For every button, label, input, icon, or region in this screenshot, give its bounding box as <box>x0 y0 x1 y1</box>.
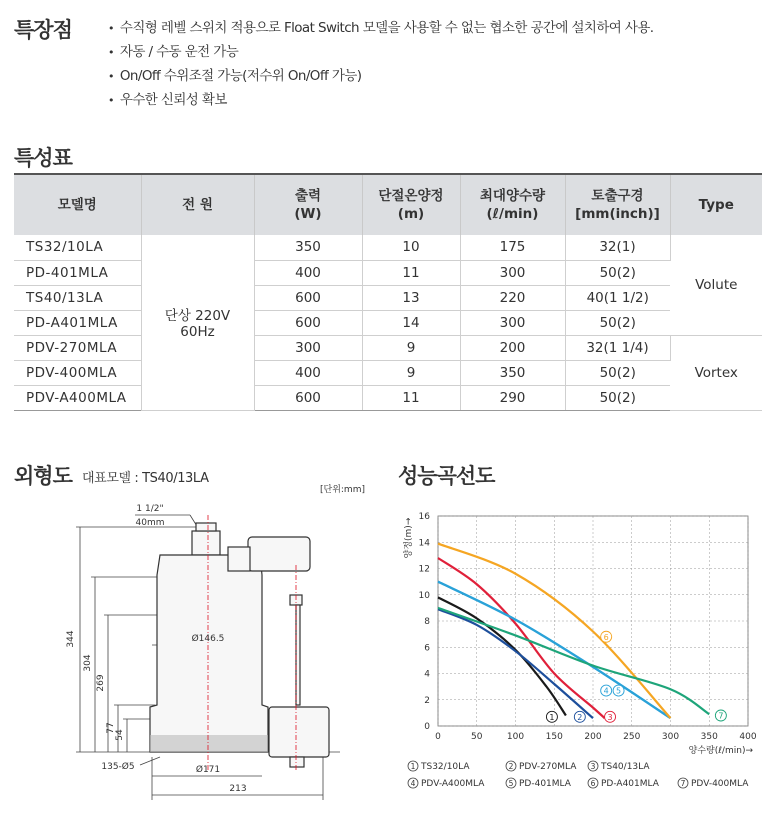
dim-height-269: 269 <box>96 674 106 692</box>
cell-head: 11 <box>362 260 460 285</box>
table-row <box>14 235 762 260</box>
feature-list <box>108 16 654 112</box>
legend-marker-number: 1 <box>410 762 416 771</box>
header-flow: 최대양수량 (ℓ/min) <box>460 174 565 235</box>
legend-marker-number: 4 <box>410 779 416 788</box>
cell-output: 600 <box>254 285 362 310</box>
table-row <box>14 385 762 410</box>
cell-model: PDV-270MLA <box>14 335 141 360</box>
header-type: Type <box>670 174 762 235</box>
x-tick-label: 250 <box>623 732 641 742</box>
y-tick-label: 2 <box>424 695 430 706</box>
cell-flow: 220 <box>460 285 565 310</box>
outline-title: 외형도 <box>14 464 72 488</box>
pump-drawing <box>0 495 380 805</box>
cell-bore: 50(2) <box>565 260 670 285</box>
y-tick-label: 12 <box>418 564 430 575</box>
dim-height-54: 54 <box>115 729 125 741</box>
cell-output: 400 <box>254 260 362 285</box>
x-tick-label: 300 <box>661 732 680 742</box>
series-line-7 <box>438 608 709 714</box>
x-tick-label: 150 <box>545 732 563 742</box>
cell-model: PD-401MLA <box>14 260 141 285</box>
legend-marker-number: 2 <box>508 762 514 771</box>
x-tick-label: 200 <box>584 732 602 742</box>
outline-unit: [단위:mm] <box>320 485 365 495</box>
y-tick-label: 14 <box>418 538 430 549</box>
cell-head: 9 <box>362 360 460 385</box>
cell-output: 300 <box>254 335 362 360</box>
series-marker-label: 6 <box>603 632 609 642</box>
chart-title: 성능곡선도 <box>398 464 495 488</box>
cell-head: 13 <box>362 285 460 310</box>
x-tick-label: 350 <box>700 732 718 742</box>
x-tick-label: 0 <box>435 732 441 742</box>
cell-bore: 50(2) <box>565 385 670 410</box>
legend-item: PD-A401MLA <box>601 779 659 789</box>
dim-height-344: 344 <box>66 630 76 648</box>
cell-bore: 32(1 1/4) <box>565 335 670 360</box>
dim-diameter-body: Ø146.5 <box>191 634 225 644</box>
cell-model: PDV-400MLA <box>14 360 141 385</box>
cell-model: PD-A401MLA <box>14 310 141 335</box>
series-marker-label: 7 <box>718 711 724 721</box>
cell-head: 14 <box>362 310 460 335</box>
cell-flow: 350 <box>460 360 565 385</box>
series-marker-label: 5 <box>616 686 622 696</box>
cell-bore: 40(1 1/2) <box>565 285 670 310</box>
legend-item: TS32/10LA <box>421 762 470 772</box>
cell-type-volute: Volute <box>670 235 762 335</box>
cell-power: 단상 220V 60Hz <box>141 235 254 410</box>
cell-output: 600 <box>254 385 362 410</box>
header-bore: 토출구경 [mm(inch)] <box>565 174 670 235</box>
dim-holes: 135-Ø5 <box>101 762 135 772</box>
cell-head: 9 <box>362 335 460 360</box>
spec-table <box>14 173 762 411</box>
cell-head: 10 <box>362 235 460 260</box>
header-power: 전 원 <box>141 174 254 235</box>
cell-output: 350 <box>254 235 362 260</box>
cell-output: 600 <box>254 310 362 335</box>
legend-marker-number: 6 <box>590 779 596 788</box>
header-model: 모델명 <box>14 174 141 235</box>
cell-output: 400 <box>254 360 362 385</box>
header-output: 출력 (W) <box>254 174 362 235</box>
table-row <box>14 360 762 385</box>
legend-item: PD-401MLA <box>519 779 571 789</box>
x-axis-label: 양수량(ℓ/min)→ <box>688 746 753 756</box>
dim-width: 213 <box>229 784 247 794</box>
cell-flow: 300 <box>460 260 565 285</box>
y-tick-label: 8 <box>424 617 430 627</box>
features-title: 특장점 <box>14 18 72 42</box>
cell-flow: 175 <box>460 235 565 260</box>
feature-item: • 우수한 신뢰성 확보 <box>108 88 654 112</box>
table-row <box>14 260 762 285</box>
y-axis-label: 양정(m)→ <box>404 517 414 559</box>
series-marker-label: 4 <box>603 686 609 696</box>
y-tick-label: 0 <box>424 722 430 732</box>
cell-flow: 290 <box>460 385 565 410</box>
legend-item: PDV-A400MLA <box>421 779 485 789</box>
cell-model: PDV-A400MLA <box>14 385 141 410</box>
legend-item: PDV-270MLA <box>519 762 577 772</box>
x-tick-label: 50 <box>471 732 483 742</box>
cell-flow: 300 <box>460 310 565 335</box>
legend-marker-number: 5 <box>508 779 514 788</box>
spec-header-row <box>14 174 762 235</box>
spec-title: 특성표 <box>14 146 72 170</box>
legend-marker-number: 3 <box>590 762 596 771</box>
legend-marker-number: 7 <box>680 779 686 788</box>
performance-chart <box>390 500 775 810</box>
series-marker-label: 2 <box>577 712 583 722</box>
feature-item: • 수직형 레벨 스위치 적용으로 Float Switch 모델을 사용할 수 없는 협소한 공간에 설치하여 사용. <box>108 16 654 40</box>
feature-item: • On/Off 수위조절 가능(저수위 On/Off 가능) <box>108 64 654 88</box>
cell-type-vortex: Vortex <box>670 335 762 410</box>
dim-pipe-mm: 40mm <box>135 518 165 528</box>
dim-height-304: 304 <box>83 654 93 672</box>
cell-bore: 32(1) <box>565 235 670 260</box>
cell-model: TS32/10LA <box>14 235 141 260</box>
legend-item: PDV-400MLA <box>691 779 749 789</box>
dim-height-77: 77 <box>106 722 116 734</box>
header-head: 단절온양정 (m) <box>362 174 460 235</box>
cell-flow: 200 <box>460 335 565 360</box>
y-tick-label: 4 <box>424 669 430 680</box>
x-tick-label: 400 <box>739 732 757 742</box>
cell-bore: 50(2) <box>565 360 670 385</box>
table-row <box>14 285 762 310</box>
outline-model-label: 대표모델 : TS40/13LA <box>82 471 209 486</box>
dim-pipe-inch: 1 1/2" <box>136 504 164 514</box>
y-tick-label: 6 <box>424 643 430 654</box>
series-marker-label: 3 <box>607 712 613 722</box>
dim-diameter-base: Ø171 <box>195 765 221 775</box>
cell-bore: 50(2) <box>565 310 670 335</box>
table-row <box>14 335 762 360</box>
feature-item: • 자동 / 수동 운전 가능 <box>108 40 654 64</box>
cell-head: 11 <box>362 385 460 410</box>
legend-item: TS40/13LA <box>601 762 650 772</box>
series-marker-label: 1 <box>549 712 555 722</box>
table-row <box>14 310 762 335</box>
cell-model: TS40/13LA <box>14 285 141 310</box>
y-tick-label: 10 <box>418 590 430 601</box>
y-tick-label: 16 <box>418 512 430 522</box>
x-tick-label: 100 <box>506 732 525 742</box>
